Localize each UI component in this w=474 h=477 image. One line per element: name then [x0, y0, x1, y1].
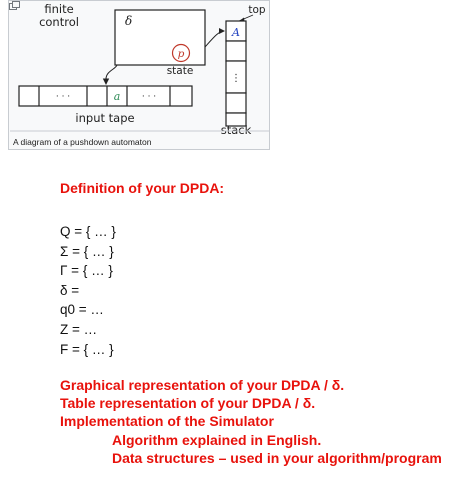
- dpda-definition-list: [60, 222, 116, 359]
- state-symbol: p: [177, 48, 185, 60]
- tape-ellipsis-left: · · ·: [55, 92, 71, 102]
- state-label: state: [166, 65, 194, 77]
- enlarge-icon[interactable]: [9, 1, 20, 10]
- requirement-subitem: Algorithm explained in English.: [112, 431, 322, 448]
- input-tape-label: input tape: [75, 111, 135, 125]
- start-stack-symbol-definition: Z = …: [60, 321, 98, 337]
- requirement-item: Graphical representation of your DPDA / δ.: [60, 377, 345, 393]
- stack-cell: [226, 93, 246, 113]
- input-alphabet-definition: Σ = { … }: [60, 243, 114, 259]
- finite-label: finite: [44, 2, 74, 16]
- tape-symbol: a: [113, 90, 121, 103]
- control-to-stack-arrowhead: [219, 28, 225, 34]
- stack-cell: [226, 41, 246, 61]
- requirements-list: [60, 376, 442, 467]
- requirement-item: Table representation of your DPDA / δ.: [60, 395, 316, 412]
- stack-alphabet-definition: Γ = { … }: [60, 263, 113, 279]
- final-states-definition: F = { … }: [60, 341, 114, 357]
- control-to-stack-arrow: [205, 31, 224, 47]
- pda-diagram-figure: [8, 0, 270, 150]
- stack-top-symbol: A: [232, 26, 240, 39]
- stack-ellipsis: ⋮: [231, 73, 241, 84]
- transition-function-definition: δ =: [60, 282, 80, 298]
- pda-diagram: [9, 1, 271, 151]
- requirement-subitem: Data structures – used in your algorithm/program: [112, 449, 442, 466]
- figure-caption: A diagram of a pushdown automaton: [13, 137, 152, 147]
- start-state-definition: q0 = …: [60, 302, 104, 318]
- control-to-tape-arrowhead: [103, 79, 109, 86]
- definition-title: Definition of your DPDA:: [60, 180, 225, 196]
- input-tape: [19, 86, 192, 106]
- stack-label: stack: [220, 123, 252, 137]
- tape-ellipsis-right: · · ·: [141, 92, 157, 102]
- control-to-tape-arrow: [106, 65, 117, 79]
- delta-label: δ: [125, 14, 133, 28]
- states-definition: Q = { … }: [60, 224, 116, 239]
- requirement-item: Implementation of the Simulator: [60, 413, 274, 430]
- top-label: top: [248, 4, 266, 16]
- control-label: control: [39, 15, 79, 29]
